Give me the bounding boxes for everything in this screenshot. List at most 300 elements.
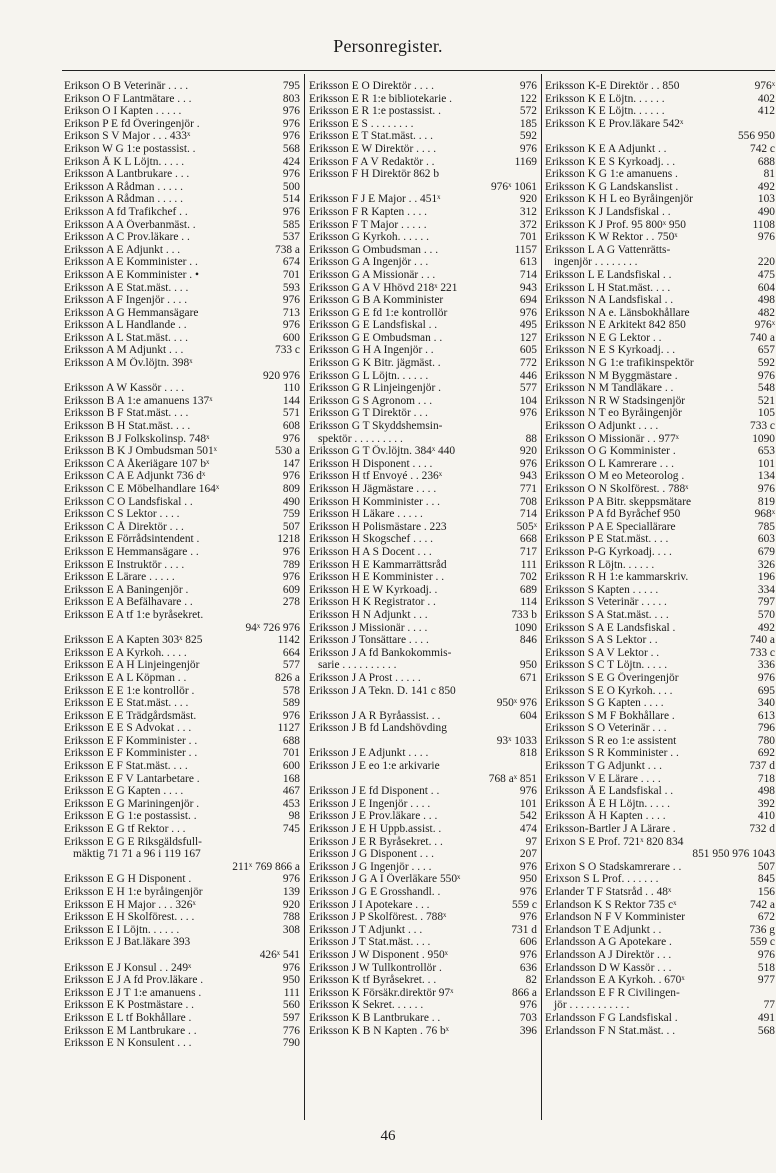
- register-entry: [309, 634, 537, 647]
- register-entry: [545, 344, 775, 357]
- register-entry: [309, 282, 537, 295]
- register-entry: [545, 118, 775, 131]
- entry-name: Eriksson O M eo Meteorolog .: [545, 470, 685, 483]
- register-entry: [545, 382, 775, 395]
- register-entry: [545, 622, 775, 635]
- entry-pages: 943: [519, 281, 537, 294]
- entry-pages: 453: [282, 797, 300, 810]
- entry-pages: 372: [519, 218, 537, 231]
- entry-pages: 809: [282, 483, 300, 495]
- entry-name: Eriksson P A E Speciallärare: [545, 520, 676, 533]
- entry-name: Eriksson E A Befälhavare . .: [64, 596, 193, 609]
- entry-pages: 703: [519, 1011, 537, 1024]
- register-entry: [64, 307, 300, 320]
- register-entry: [545, 370, 775, 383]
- entry-name: Eriksson E F Stat.mäst. . . .: [64, 760, 188, 773]
- entry-name: Eriksson N A Landsfiskal . .: [545, 294, 674, 307]
- entry-pages: 846: [519, 634, 537, 647]
- entry-pages: 976: [282, 545, 300, 558]
- entry-pages: 609: [282, 583, 300, 596]
- register-entry: [64, 445, 300, 458]
- register-entry: [64, 798, 300, 811]
- entry-name: Eriksson E G E Riksgäldsfull-: [64, 835, 202, 848]
- register-entry: [309, 143, 537, 156]
- register-entry: [64, 773, 300, 786]
- register-entry: [309, 659, 537, 672]
- entry-name: Eriksson B F Stat.mäst. . . .: [64, 407, 189, 420]
- register-entry: [545, 420, 775, 433]
- register-entry: [309, 999, 537, 1012]
- entry-name: Erlander T F Statsråd . . 48ˣ: [545, 886, 672, 898]
- entry-pages: 122: [519, 92, 537, 105]
- entry-pages: 701: [282, 268, 300, 281]
- entry-name: Eriksson J E fd Disponent . .: [309, 785, 440, 798]
- entry-name: Eriksson K B N Kapten . 76 bˣ: [309, 1024, 449, 1037]
- register-entry: [64, 659, 300, 672]
- register-entry: [545, 861, 775, 874]
- entry-name: Eriksson A G Hemmansägare: [64, 306, 199, 319]
- register-entry: [545, 886, 775, 899]
- entry-name: Eriksson J W Tullkontrollör .: [309, 961, 442, 974]
- register-entry: [545, 231, 775, 244]
- register-entry: [64, 722, 300, 735]
- entry-pages: 771: [519, 483, 537, 495]
- register-entry: [64, 508, 300, 521]
- entry-pages: 585: [282, 218, 300, 231]
- register-entry: [545, 634, 775, 647]
- register-entry: [309, 987, 537, 1000]
- register-entry: [309, 798, 537, 811]
- entry-pages: 788: [282, 911, 300, 924]
- entry-name: Eriksson K H L eo Byråingenjör: [545, 193, 693, 206]
- entry-name: Erlandson N F V Komminister: [545, 911, 686, 924]
- register-entry: [64, 470, 300, 483]
- register-entry: [64, 760, 300, 773]
- entry-pages: 976: [519, 306, 537, 319]
- entry-name: Eriksson E K Postmästare . .: [64, 999, 195, 1012]
- register-entry: [309, 609, 537, 622]
- register-entry: [64, 143, 300, 156]
- entry-name: Eriksson G Ombudsman . . .: [309, 243, 439, 256]
- entry-pages: 577: [282, 659, 300, 672]
- entry-pages: 688: [757, 155, 775, 168]
- entry-pages: 578: [282, 684, 300, 697]
- entry-pages: 866 a: [512, 986, 537, 999]
- register-entry: [64, 458, 300, 471]
- register-entry: [309, 672, 537, 685]
- entry-pages: 103: [757, 193, 775, 206]
- register-entry: [64, 647, 300, 660]
- entry-name: Erlandsson F G Landsfiskal .: [545, 1011, 678, 1024]
- entry-name: Eriksson E J Bat.läkare 393: [64, 936, 191, 949]
- column-divider-1: [304, 74, 305, 1120]
- register-entry: [64, 609, 300, 622]
- entry-name: Eriksson E J T 1:e amanuens .: [64, 986, 202, 999]
- entry-pages: 278: [282, 596, 300, 609]
- register-entry: [309, 395, 537, 408]
- register-entry: [64, 219, 300, 232]
- entry-pages: 701: [519, 231, 537, 244]
- register-entry: [545, 999, 775, 1012]
- entry-pages: 976: [282, 130, 300, 143]
- register-entry: [309, 924, 537, 937]
- entry-name: Eriksson G L Löjtn. . . . . .: [309, 369, 429, 382]
- entry-name: Eriksson F T Major . . . . .: [309, 218, 427, 231]
- entry-name: Eriksson E G Kapten . . . .: [64, 785, 184, 798]
- entry-name: Eriksson E J Konsul . . 249ˣ: [64, 961, 192, 974]
- register-entry: [309, 1025, 537, 1038]
- entry-name: Eriksson G T Direktör . . .: [309, 407, 428, 420]
- register-entry: [309, 911, 537, 924]
- entry-name: Eriksson E G 1:e postassist. .: [64, 810, 197, 823]
- entry-name: Eriksson J E Adjunkt . . . .: [309, 747, 429, 760]
- entry-pages: 731 d: [511, 923, 537, 936]
- entry-pages: 976: [757, 483, 775, 495]
- register-entry: [309, 747, 537, 760]
- entry-pages: 606: [519, 936, 537, 949]
- entry-name: Eriksson S R Komminister . .: [545, 747, 679, 760]
- register-entry: [64, 269, 300, 282]
- entry-pages: 220: [757, 256, 775, 269]
- entry-name: Eriksson J I Apotekare . . .: [309, 898, 430, 911]
- register-entry: [545, 433, 775, 446]
- entry-name: Eriksson A E Stat.mäst. . . .: [64, 281, 189, 294]
- register-entry: [309, 433, 537, 446]
- register-entry: [64, 231, 300, 244]
- entry-pages: 94ˣ 726 976: [245, 621, 300, 634]
- entry-pages: 797: [757, 596, 775, 609]
- entry-pages: 93ˣ 1033: [496, 734, 537, 747]
- entry-pages: 1108: [752, 218, 775, 231]
- register-entry: [64, 533, 300, 546]
- register-entry: [64, 999, 300, 1012]
- entry-pages: 689: [519, 583, 537, 596]
- register-entry: [545, 609, 775, 622]
- register-entry: [64, 924, 300, 937]
- register-entry: [64, 596, 300, 609]
- register-entry: [64, 861, 300, 874]
- register-entry: [309, 962, 537, 975]
- register-entry: [545, 80, 775, 93]
- column-divider-2: [541, 74, 542, 1120]
- entry-pages: 560: [282, 999, 300, 1012]
- register-entry: [64, 823, 300, 836]
- register-entry: [64, 395, 300, 408]
- register-entry: [545, 508, 775, 521]
- entry-pages: 759: [282, 508, 300, 521]
- entry-pages: 818: [519, 747, 537, 760]
- register-entry: [64, 810, 300, 823]
- entry-pages: 695: [757, 684, 775, 697]
- entry-pages: 977: [757, 974, 775, 987]
- entry-pages: 701: [282, 747, 300, 760]
- entry-pages: 474: [519, 823, 537, 836]
- entry-pages: 780: [757, 734, 775, 747]
- entry-pages: 826 a: [275, 671, 300, 684]
- entry-pages: 185: [519, 117, 537, 130]
- entry-pages: 976: [519, 860, 537, 873]
- entry-name: Eriksson S C T Löjtn. . . . .: [545, 659, 668, 672]
- entry-name: Eriksson J T Adjunkt . . .: [309, 923, 423, 936]
- register-entry: [545, 747, 775, 760]
- entry-pages: 608: [282, 420, 300, 433]
- entry-pages: 556 950: [737, 130, 775, 143]
- entry-name: Eriksson L E Landsfiskal . .: [545, 268, 672, 281]
- register-entry: [545, 685, 775, 698]
- entry-pages: 446: [519, 369, 537, 382]
- entry-name: Eriksson E O Direktör . . . .: [309, 80, 434, 92]
- entry-pages: 336: [757, 659, 775, 672]
- entry-name: Eriksson E A Baningenjör .: [64, 583, 189, 596]
- register-entry: [545, 836, 775, 849]
- register-entry: [309, 80, 537, 93]
- register-entry: [64, 357, 300, 370]
- register-entry: [545, 219, 775, 232]
- entry-name: spektör . . . . . . . . .: [318, 432, 403, 445]
- entry-name: Eriksson P-G Kyrkoadj. . . .: [545, 545, 672, 558]
- entry-pages: 600: [282, 760, 300, 773]
- register-entry: [545, 105, 775, 118]
- entry-name: Eriksson E R 1:e bibliotekarie .: [309, 92, 452, 105]
- entry-pages: 542: [519, 810, 537, 823]
- register-entry: [64, 697, 300, 710]
- entry-name: Eriksson E A tf 1:e byråsekret.: [64, 608, 204, 621]
- register-entry: [64, 710, 300, 723]
- register-entry: [545, 873, 775, 886]
- entry-pages: 745: [282, 823, 300, 836]
- entry-pages: 592: [757, 357, 775, 370]
- entry-pages: 514: [282, 193, 300, 206]
- register-entry: [309, 319, 537, 332]
- entry-pages: 410: [757, 810, 775, 823]
- entry-name: Eriksson G T Skyddshemsin-: [309, 420, 443, 433]
- entry-pages: 920 976: [262, 369, 300, 382]
- entry-pages: 796: [757, 722, 775, 735]
- entry-pages: 768 aˣ 851: [488, 772, 537, 785]
- entry-name: Eriksson Å H Kapten . . . .: [545, 810, 666, 823]
- entry-name: Eriksson A Rådman . . . . .: [64, 193, 183, 206]
- register-entry: [64, 370, 300, 383]
- entry-name: Eriksson H Polismästare . 223: [309, 520, 447, 533]
- entry-name: Eriksson K E Löjtn. . . . . .: [545, 92, 665, 105]
- entry-pages: 613: [519, 256, 537, 269]
- entry-name: Eriksson S O Veterinär . . .: [545, 722, 667, 735]
- entry-name: Erlandsson A J Direktör . . .: [545, 948, 672, 961]
- register-entry: [64, 785, 300, 798]
- entry-name: Eriksson S Kapten . . . . .: [545, 583, 659, 596]
- register-entry: [545, 319, 775, 332]
- entry-pages: 736 g: [749, 923, 775, 936]
- entry-pages: 492: [757, 621, 775, 634]
- entry-pages: 976: [282, 873, 300, 886]
- entry-pages: 559 c: [750, 936, 775, 949]
- register-entry: [545, 559, 775, 572]
- entry-name: Eriksson C E Möbelhandlare 164ˣ: [64, 483, 220, 495]
- entry-name: Eriksson J G Ingenjör . . . .: [309, 860, 432, 873]
- register-entry: [545, 357, 775, 370]
- entry-name: Eriksson P A fd Byråchef 950: [545, 508, 681, 521]
- entry-name: Eriksson J Tonsättare . . . .: [309, 634, 429, 647]
- register-entry: [309, 105, 537, 118]
- entry-pages: 950ˣ 976: [496, 697, 537, 710]
- entry-name: Erlandsson E F R Civilingen-: [545, 986, 680, 999]
- register-entry: [545, 533, 775, 546]
- entry-name: Eriksson O G Komminister .: [545, 445, 676, 458]
- entry-pages: 671: [519, 671, 537, 684]
- entry-name: Eriksson J E R Byråsekret. . .: [309, 835, 443, 848]
- entry-pages: 664: [282, 646, 300, 659]
- entry-pages: 127: [519, 331, 537, 344]
- entry-pages: 426ˣ 541: [259, 948, 300, 961]
- entry-pages: 950: [519, 659, 537, 672]
- register-entry: [64, 206, 300, 219]
- entry-pages: 82: [525, 974, 537, 987]
- entry-pages: 530 a: [275, 445, 300, 458]
- entry-pages: 592: [519, 130, 537, 143]
- entry-name: Eriksson S G Kapten . . . .: [545, 697, 664, 710]
- entry-pages: 976: [282, 319, 300, 332]
- register-entry: [64, 949, 300, 962]
- entry-pages: 196: [757, 571, 775, 584]
- register-entry: [64, 181, 300, 194]
- entry-name: Eriksson E R 1:e postassist. .: [309, 105, 441, 118]
- register-entry: [545, 294, 775, 307]
- entry-name: Eriksson J Missionär . . . .: [309, 621, 428, 634]
- entry-pages: 976: [282, 205, 300, 218]
- entry-name: Eriksson N E Arkitekt 842 850: [545, 319, 686, 332]
- entry-name: Eriksson N A e. Länsbokhållare: [545, 306, 690, 319]
- entry-name: Erlandsson E A Kyrkoh. . 670ˣ: [545, 974, 685, 987]
- entry-name: Erlandson T E Adjunkt . .: [545, 923, 662, 936]
- register-entry: [64, 130, 300, 143]
- entry-name: Eriksson S A Stat.mäst. . . .: [545, 608, 669, 621]
- entry-name: Erlandson K S Rektor 735 cˣ: [545, 898, 677, 911]
- entry-name: Eriksson Å E H Löjtn. . . . .: [545, 797, 670, 810]
- register-entry: [64, 886, 300, 899]
- entry-pages: 976: [282, 294, 300, 307]
- register-entry: [545, 571, 775, 584]
- entry-pages: 976: [519, 911, 537, 924]
- entry-name: Eriksson E J A fd Prov.läkare .: [64, 974, 204, 987]
- entry-name: jör . . . . . . . . . . .: [554, 999, 630, 1012]
- entry-name: Eriksson E A H Linjeingenjör: [64, 659, 200, 672]
- entry-name: Eriksson K J Prof. 95 800ˣ 950: [545, 218, 686, 231]
- entry-name: Eriksson G B A Komminister: [309, 294, 444, 307]
- entry-pages: 97: [525, 835, 537, 848]
- register-entry: [309, 470, 537, 483]
- entry-name: Erikson O I Kapten . . . . .: [64, 105, 182, 118]
- entry-name: Eriksson K B Lantbrukare . .: [309, 1011, 441, 1024]
- entry-pages: 950: [282, 974, 300, 987]
- entry-pages: 1218: [277, 533, 300, 546]
- entry-name: Eriksson H K Registrator . .: [309, 596, 436, 609]
- entry-pages: 692: [757, 747, 775, 760]
- register-entry: [545, 269, 775, 282]
- register-entry: [309, 219, 537, 232]
- register-column-3: [545, 80, 775, 1120]
- register-entry: [545, 697, 775, 710]
- register-entry: [545, 911, 775, 924]
- entry-name: Eriksson A F Ingenjör . . . .: [64, 294, 188, 307]
- entry-pages: 968ˣ: [754, 508, 775, 521]
- entry-name: Eriksson H Läkare . . . . .: [309, 508, 423, 521]
- register-entry: [309, 899, 537, 912]
- register-entry: [545, 823, 775, 836]
- entry-pages: 976: [282, 961, 300, 974]
- register-entry: [64, 546, 300, 559]
- register-entry: [64, 80, 300, 93]
- entry-pages: 1142: [277, 634, 300, 647]
- entry-name: Eriksson A M Öv.löjtn. 398ˣ: [64, 357, 193, 370]
- entry-pages: 77: [763, 999, 775, 1012]
- entry-name: sarie . . . . . . . . . .: [318, 659, 397, 672]
- entry-pages: 467: [282, 785, 300, 798]
- entry-pages: 490: [282, 495, 300, 508]
- entry-name: Eriksson T G Adjunkt . . .: [545, 760, 662, 773]
- register-entry: [545, 483, 775, 496]
- register-entry: [309, 735, 537, 748]
- entry-name: Eriksson J A Prost . . . . .: [309, 671, 421, 684]
- entry-pages: 688: [282, 734, 300, 747]
- entry-pages: 976: [757, 369, 775, 382]
- entry-name: Eriksson C S Lektor . . . .: [64, 508, 180, 521]
- entry-name: Eriksson H tf Envoyé . . 236ˣ: [309, 470, 443, 483]
- entry-pages: 920: [282, 898, 300, 911]
- register-entry: [309, 722, 537, 735]
- entry-pages: 976ˣ 1061: [490, 180, 537, 193]
- register-entry: [309, 647, 537, 660]
- entry-pages: 412: [757, 105, 775, 118]
- register-entry: [545, 710, 775, 723]
- entry-pages: 920: [519, 445, 537, 458]
- entry-name: Erixon S E Prof. 721ˣ 820 834: [545, 835, 684, 848]
- entry-pages: 738 a: [275, 243, 300, 256]
- register-entry: [64, 987, 300, 1000]
- entry-pages: 976: [282, 470, 300, 483]
- register-entry: [309, 130, 537, 143]
- entry-name: Eriksson K W Rektor . . 750ˣ: [545, 231, 678, 244]
- header-rule: [62, 70, 775, 71]
- register-entry: [309, 244, 537, 257]
- entry-pages: 104: [519, 394, 537, 407]
- register-entry: [309, 294, 537, 307]
- entry-pages: 672: [757, 911, 775, 924]
- register-entry: [545, 282, 775, 295]
- entry-name: Eriksson E W Direktör . . . .: [309, 142, 437, 155]
- register-entry: [309, 307, 537, 320]
- entry-pages: 490: [757, 205, 775, 218]
- entry-name: Eriksson J E Ingenjör . . . .: [309, 797, 431, 810]
- entry-name: Eriksson J E eo 1:e arkivarie: [309, 760, 440, 773]
- entry-name: Eriksson G A Missionär . . .: [309, 268, 436, 281]
- register-entry: [309, 533, 537, 546]
- entry-name: Eriksson G K Bitr. jägmäst. .: [309, 357, 441, 370]
- entry-name: Eriksson G E Ombudsman . .: [309, 331, 443, 344]
- entry-name: Eriksson A Lantbrukare . . .: [64, 168, 190, 181]
- entry-name: Eriksson R Löjtn. . . . . .: [545, 558, 655, 571]
- register-entry: [309, 949, 537, 962]
- entry-name: Eriksson O L Kamrerare . . .: [545, 457, 674, 470]
- register-entry: [309, 710, 537, 723]
- entry-pages: 708: [519, 495, 537, 508]
- entry-pages: 702: [519, 571, 537, 584]
- register-entry: [545, 143, 775, 156]
- entry-name: Eriksson H E W Kyrkoadj. .: [309, 583, 438, 596]
- entry-name: Eriksson J P Skolförest. . 788ˣ: [309, 911, 447, 924]
- register-entry: [64, 118, 300, 131]
- entry-name: Eriksson G H A Ingenjör . .: [309, 344, 434, 357]
- register-entry: [64, 1012, 300, 1025]
